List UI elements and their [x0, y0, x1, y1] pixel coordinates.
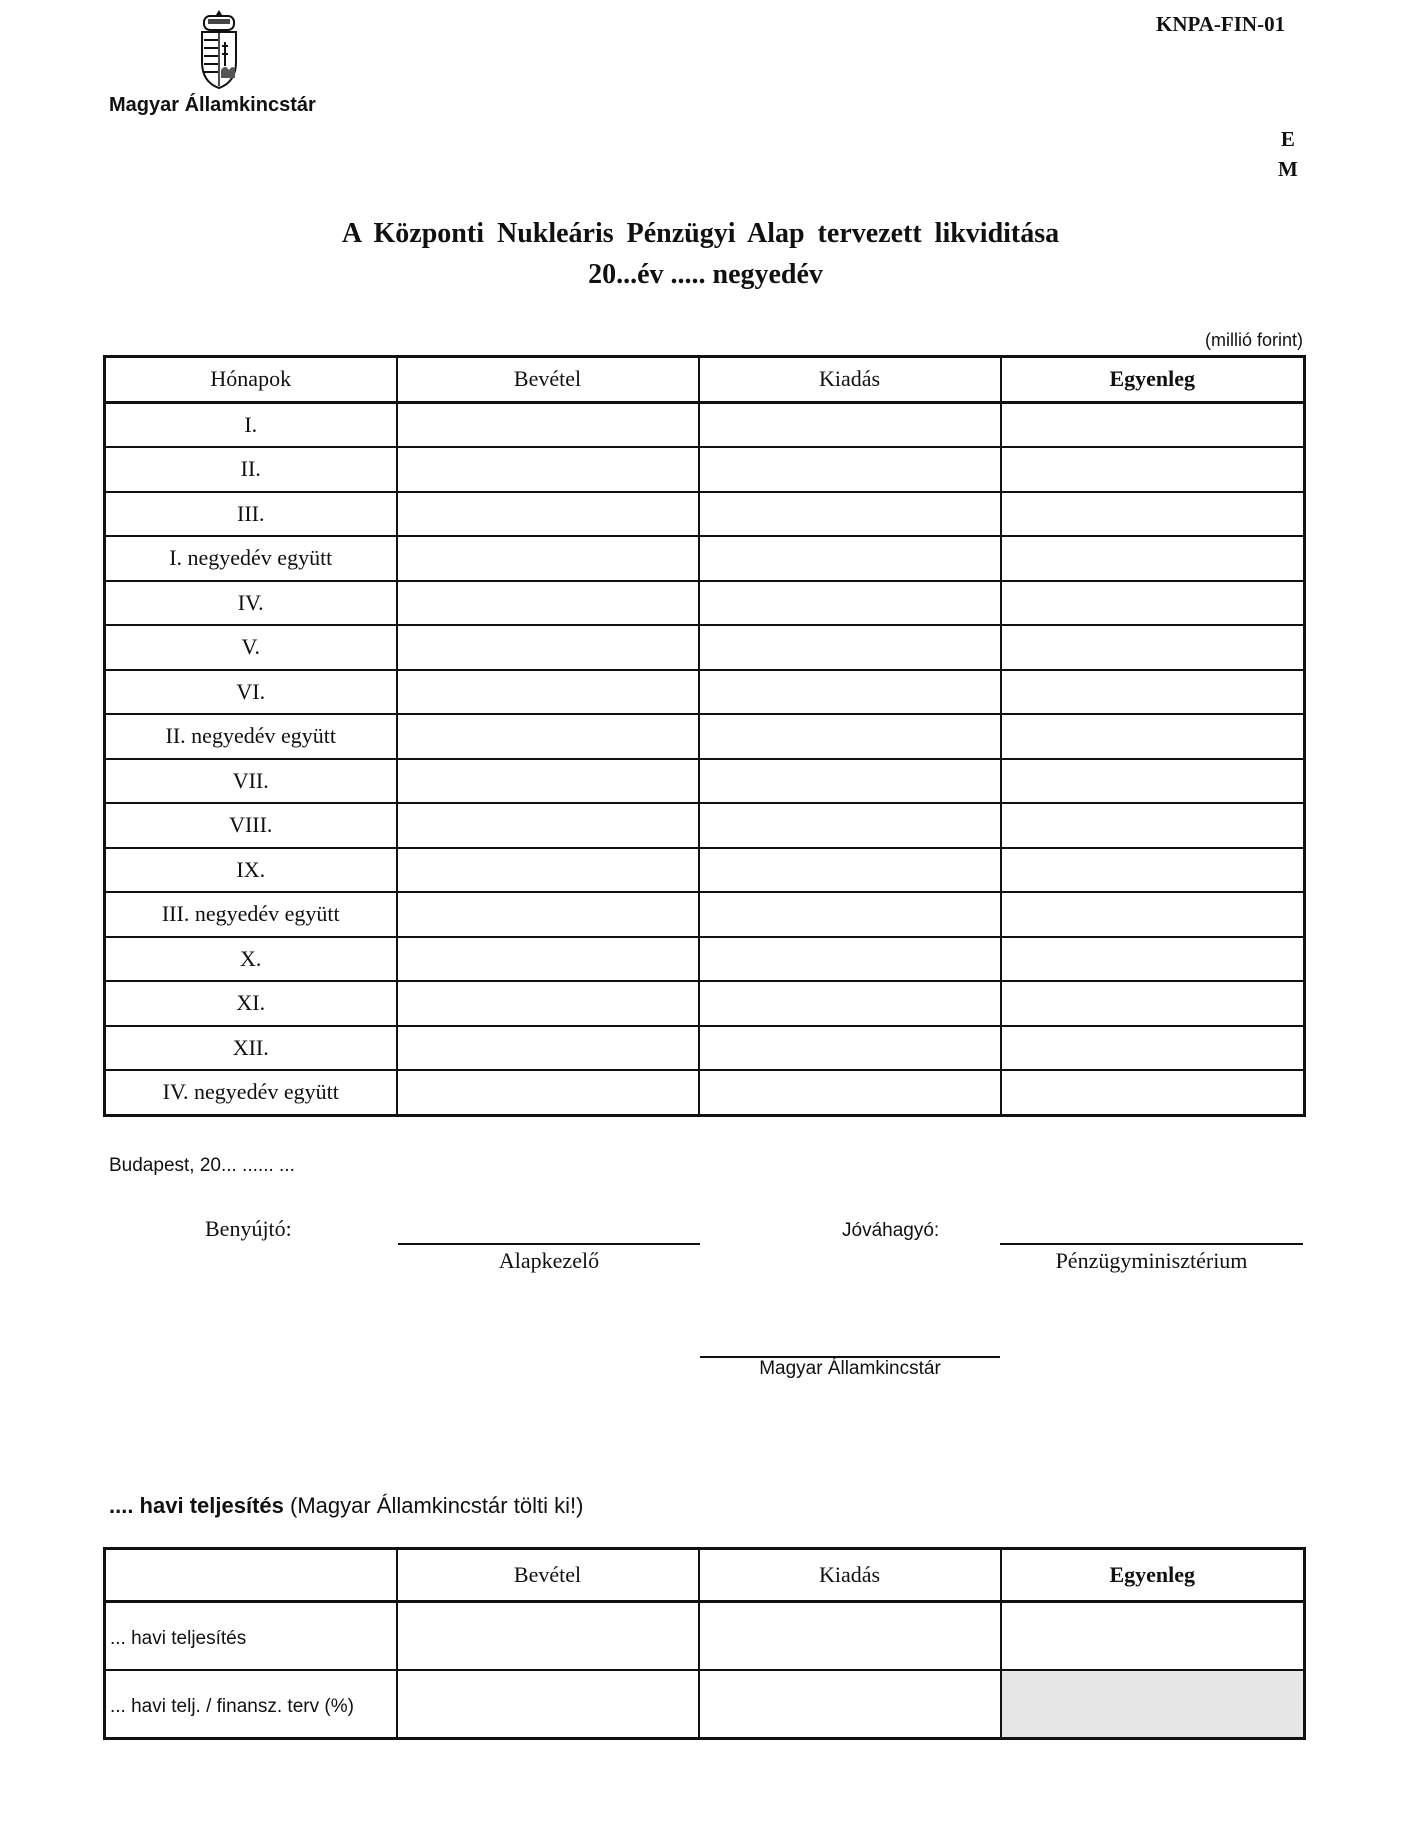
submitter-org: Alapkezelő — [498, 1248, 600, 1273]
table-row — [105, 670, 1305, 715]
place-date: Budapest, 20... ...... ... — [109, 1155, 295, 1176]
income-cell[interactable] — [397, 892, 699, 937]
table-header-row — [105, 357, 1305, 403]
month-label: II. — [105, 447, 397, 492]
month-label: XI. — [105, 981, 397, 1026]
balance-cell[interactable] — [1001, 402, 1305, 447]
table-row — [105, 981, 1305, 1026]
section2-heading — [109, 1493, 583, 1519]
table-row — [105, 714, 1305, 759]
balance-cell[interactable] — [1001, 625, 1305, 670]
organization-name: Magyar Államkincstár — [109, 94, 316, 116]
table-row — [105, 892, 1305, 937]
month-label: IV. — [105, 581, 397, 626]
treasury-org: Magyar Államkincstár — [759, 1358, 941, 1379]
table-row — [105, 803, 1305, 848]
expense-cell[interactable] — [699, 1070, 1001, 1115]
table-body — [105, 402, 1305, 1115]
balance-cell[interactable] — [1001, 937, 1305, 982]
form-code: KNPA-FIN-01 — [1156, 12, 1286, 36]
month-label: VIII. — [105, 803, 397, 848]
income-cell[interactable] — [397, 670, 699, 715]
row-label: ... havi telj. / finansz. terv (%) — [105, 1670, 397, 1739]
income-cell[interactable] — [397, 714, 699, 759]
column-header-expense: Kiadás — [699, 1549, 1001, 1602]
income-cell[interactable] — [397, 1070, 699, 1115]
table-row — [105, 492, 1305, 537]
expense-cell[interactable] — [699, 759, 1001, 804]
income-cell[interactable] — [397, 759, 699, 804]
em-code-letter: M — [1278, 157, 1298, 181]
income-cell[interactable] — [397, 625, 699, 670]
section2-heading-bold: .... havi teljesítés — [109, 1493, 284, 1518]
balance-cell-disabled — [1001, 1670, 1305, 1739]
column-header-months: Hónapok — [105, 357, 397, 403]
expense-cell[interactable] — [699, 625, 1001, 670]
month-label: II. negyedév együtt — [105, 714, 397, 759]
column-header-expense: Kiadás — [699, 357, 1001, 403]
liquidity-table — [103, 355, 1306, 1117]
column-header-empty — [105, 1549, 397, 1602]
month-label: VI. — [105, 670, 397, 715]
section2-heading-note: (Magyar Államkincstár tölti ki!) — [290, 1493, 584, 1518]
income-cell[interactable] — [397, 1602, 699, 1671]
month-label: VII. — [105, 759, 397, 804]
table-row — [105, 937, 1305, 982]
month-label: I. negyedév együtt — [105, 536, 397, 581]
em-code — [1278, 124, 1298, 184]
expense-cell[interactable] — [699, 670, 1001, 715]
income-cell[interactable] — [397, 981, 699, 1026]
month-label: III. negyedév együtt — [105, 892, 397, 937]
table-row — [105, 536, 1305, 581]
balance-cell[interactable] — [1001, 714, 1305, 759]
table-row — [105, 1602, 1305, 1671]
table-row — [105, 447, 1305, 492]
expense-cell[interactable] — [699, 581, 1001, 626]
expense-cell[interactable] — [699, 1670, 1001, 1739]
unit-note: (millió forint) — [1204, 330, 1303, 350]
table-row — [105, 1670, 1305, 1739]
income-cell[interactable] — [397, 492, 699, 537]
table-row — [105, 848, 1305, 893]
expense-cell[interactable] — [699, 848, 1001, 893]
month-label: V. — [105, 625, 397, 670]
approver-org: Pénzügyminisztérium — [1055, 1248, 1248, 1273]
expense-cell[interactable] — [699, 714, 1001, 759]
expense-cell[interactable] — [699, 937, 1001, 982]
column-header-balance: Egyenleg — [1001, 1549, 1305, 1602]
balance-cell[interactable] — [1001, 848, 1305, 893]
column-header-balance: Egyenleg — [1001, 357, 1305, 403]
expense-cell[interactable] — [699, 1026, 1001, 1071]
balance-cell[interactable] — [1001, 1602, 1305, 1671]
expense-cell[interactable] — [699, 892, 1001, 937]
balance-cell[interactable] — [1001, 803, 1305, 848]
month-label: IV. negyedév együtt — [105, 1070, 397, 1115]
submitter-signature-line[interactable] — [398, 1243, 700, 1245]
balance-cell[interactable] — [1001, 447, 1305, 492]
income-cell[interactable] — [397, 1026, 699, 1071]
table-row — [105, 1070, 1305, 1115]
balance-cell[interactable] — [1001, 1026, 1305, 1071]
table-row — [105, 581, 1305, 626]
table-row — [105, 402, 1305, 447]
month-label: X. — [105, 937, 397, 982]
table-row — [105, 625, 1305, 670]
column-header-income: Bevétel — [397, 1549, 699, 1602]
expense-cell[interactable] — [699, 1602, 1001, 1671]
table-row — [105, 1026, 1305, 1071]
performance-table — [103, 1547, 1306, 1740]
income-cell[interactable] — [397, 848, 699, 893]
submitter-label: Benyújtó: — [205, 1216, 292, 1241]
column-header-income: Bevétel — [397, 357, 699, 403]
balance-cell[interactable] — [1001, 981, 1305, 1026]
income-cell[interactable] — [397, 447, 699, 492]
document-subtitle: 20...év ..... negyedév — [588, 259, 823, 290]
coat-of-arms-logo — [196, 8, 242, 90]
approver-label: Jóváhagyó: — [842, 1220, 940, 1241]
month-label: IX. — [105, 848, 397, 893]
expense-cell[interactable] — [699, 803, 1001, 848]
expense-cell[interactable] — [699, 536, 1001, 581]
month-label: I. — [105, 402, 397, 447]
income-cell[interactable] — [397, 803, 699, 848]
income-cell[interactable] — [397, 1670, 699, 1739]
row-label: ... havi teljesítés — [105, 1602, 397, 1671]
balance-cell[interactable] — [1001, 670, 1305, 715]
balance-cell[interactable] — [1001, 892, 1305, 937]
income-cell[interactable] — [397, 581, 699, 626]
expense-cell[interactable] — [699, 447, 1001, 492]
balance-cell[interactable] — [1001, 759, 1305, 804]
income-cell[interactable] — [397, 937, 699, 982]
em-code-letter: E — [1280, 127, 1295, 151]
income-cell[interactable] — [397, 536, 699, 581]
balance-cell[interactable] — [1001, 1070, 1305, 1115]
table-header-row — [105, 1549, 1305, 1602]
expense-cell[interactable] — [699, 981, 1001, 1026]
expense-cell[interactable] — [699, 402, 1001, 447]
income-cell[interactable] — [397, 402, 699, 447]
table-row — [105, 759, 1305, 804]
balance-cell[interactable] — [1001, 492, 1305, 537]
approver-signature-line[interactable] — [1000, 1243, 1303, 1245]
month-label: XII. — [105, 1026, 397, 1071]
expense-cell[interactable] — [699, 492, 1001, 537]
balance-cell[interactable] — [1001, 536, 1305, 581]
month-label: III. — [105, 492, 397, 537]
balance-cell[interactable] — [1001, 581, 1305, 626]
document-title: A Központi Nukleáris Pénzügyi Alap tervezett likviditása — [341, 218, 1060, 249]
